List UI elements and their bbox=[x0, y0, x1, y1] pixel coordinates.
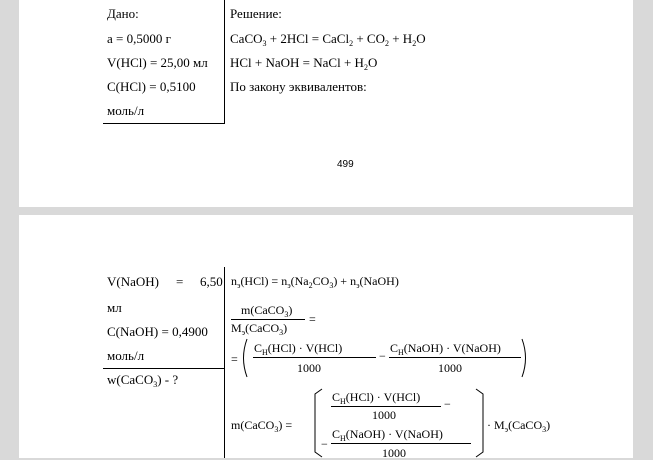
given-divider bbox=[224, 0, 225, 123]
left-paren-3 bbox=[239, 338, 249, 378]
fraction-bar-4a bbox=[331, 406, 441, 407]
reaction-2: HCl + NaOH = NaCl + $H_2O$ bbox=[230, 55, 378, 72]
given-volume-unit: мл bbox=[107, 300, 122, 315]
formula-equivalents: $n_э(HCl) = n_э(Na_2CO_3)$ + $n_э(NaOH)$ bbox=[231, 274, 399, 290]
given-title: Дано: bbox=[107, 6, 139, 21]
formula-4-minus-right: − bbox=[444, 397, 451, 411]
formula-mass-denominator: $M_э(CaCO_3)$ bbox=[231, 321, 288, 337]
find-target: w(CaCO$_3$) - ? bbox=[107, 372, 179, 389]
formula-3-minus: − bbox=[379, 349, 386, 363]
given-volume-naoh-value: 6,50 bbox=[200, 274, 223, 289]
formula-4-den1: 1000 bbox=[372, 408, 396, 422]
formula-4-den2: 1000 bbox=[382, 446, 406, 460]
page-500 bbox=[19, 215, 633, 458]
page-499 bbox=[19, 0, 633, 207]
formula-4-minus-left: − bbox=[321, 437, 328, 451]
given-volume-naoh-eq: = bbox=[176, 274, 184, 289]
equivalents-law: По закону эквивалентов: bbox=[230, 79, 367, 94]
formula-3-num2: $C_H(NaOH)$ · V(NaOH) bbox=[390, 341, 501, 357]
fraction-bar-3b bbox=[389, 357, 521, 358]
right-paren-4 bbox=[474, 388, 486, 458]
formula-3-eq: = bbox=[231, 352, 238, 366]
given-divider-2 bbox=[224, 267, 225, 458]
fraction-bar-4b bbox=[331, 443, 471, 444]
solution-title: Решение: bbox=[230, 6, 282, 21]
formula-mass-eq: = bbox=[309, 312, 316, 326]
given-volume-naoh-label: V(NaOH) bbox=[107, 274, 159, 289]
right-paren-3 bbox=[520, 338, 530, 378]
given-conc-unit-2: моль/л bbox=[107, 348, 145, 363]
given-conc-unit: моль/л bbox=[107, 103, 145, 118]
fraction-bar-3a bbox=[253, 357, 376, 358]
formula-4-lhs: m(CaCO$_3$) = bbox=[231, 418, 293, 434]
given-mass: a = 0,5000 г bbox=[107, 31, 171, 46]
given-conc-hcl: C(HCl) = 0,5100 bbox=[107, 79, 196, 94]
fraction-bar-mass bbox=[231, 319, 305, 320]
formula-mass-numerator: m(CaCO$_3$) bbox=[241, 303, 293, 319]
page-number: 499 bbox=[337, 159, 354, 170]
given-conc-naoh: C(NaOH) = 0,4900 bbox=[107, 324, 208, 339]
formula-4-num2: $C_H(NaOH)$ · V(NaOH) bbox=[332, 427, 443, 443]
formula-3-den2: 1000 bbox=[438, 361, 462, 375]
given-underline-2 bbox=[103, 368, 225, 369]
formula-3-den1: 1000 bbox=[297, 361, 321, 375]
given-underline bbox=[103, 123, 225, 124]
formula-4-tail: · $M_э(CaCO_3)$ bbox=[487, 418, 551, 434]
given-volume-hcl: V(HCl) = 25,00 мл bbox=[107, 55, 208, 70]
formula-4-num1: $C_H(HCl) \cdot V(HCl)$ bbox=[332, 390, 421, 406]
formula-3-num1: $C_H(HCl) \cdot V(HCl)$ bbox=[254, 341, 343, 357]
reaction-1: CaCO$_3$ + 2HCl = CaCl$_2$ + $CO_2 + H_2O$ bbox=[230, 31, 426, 48]
